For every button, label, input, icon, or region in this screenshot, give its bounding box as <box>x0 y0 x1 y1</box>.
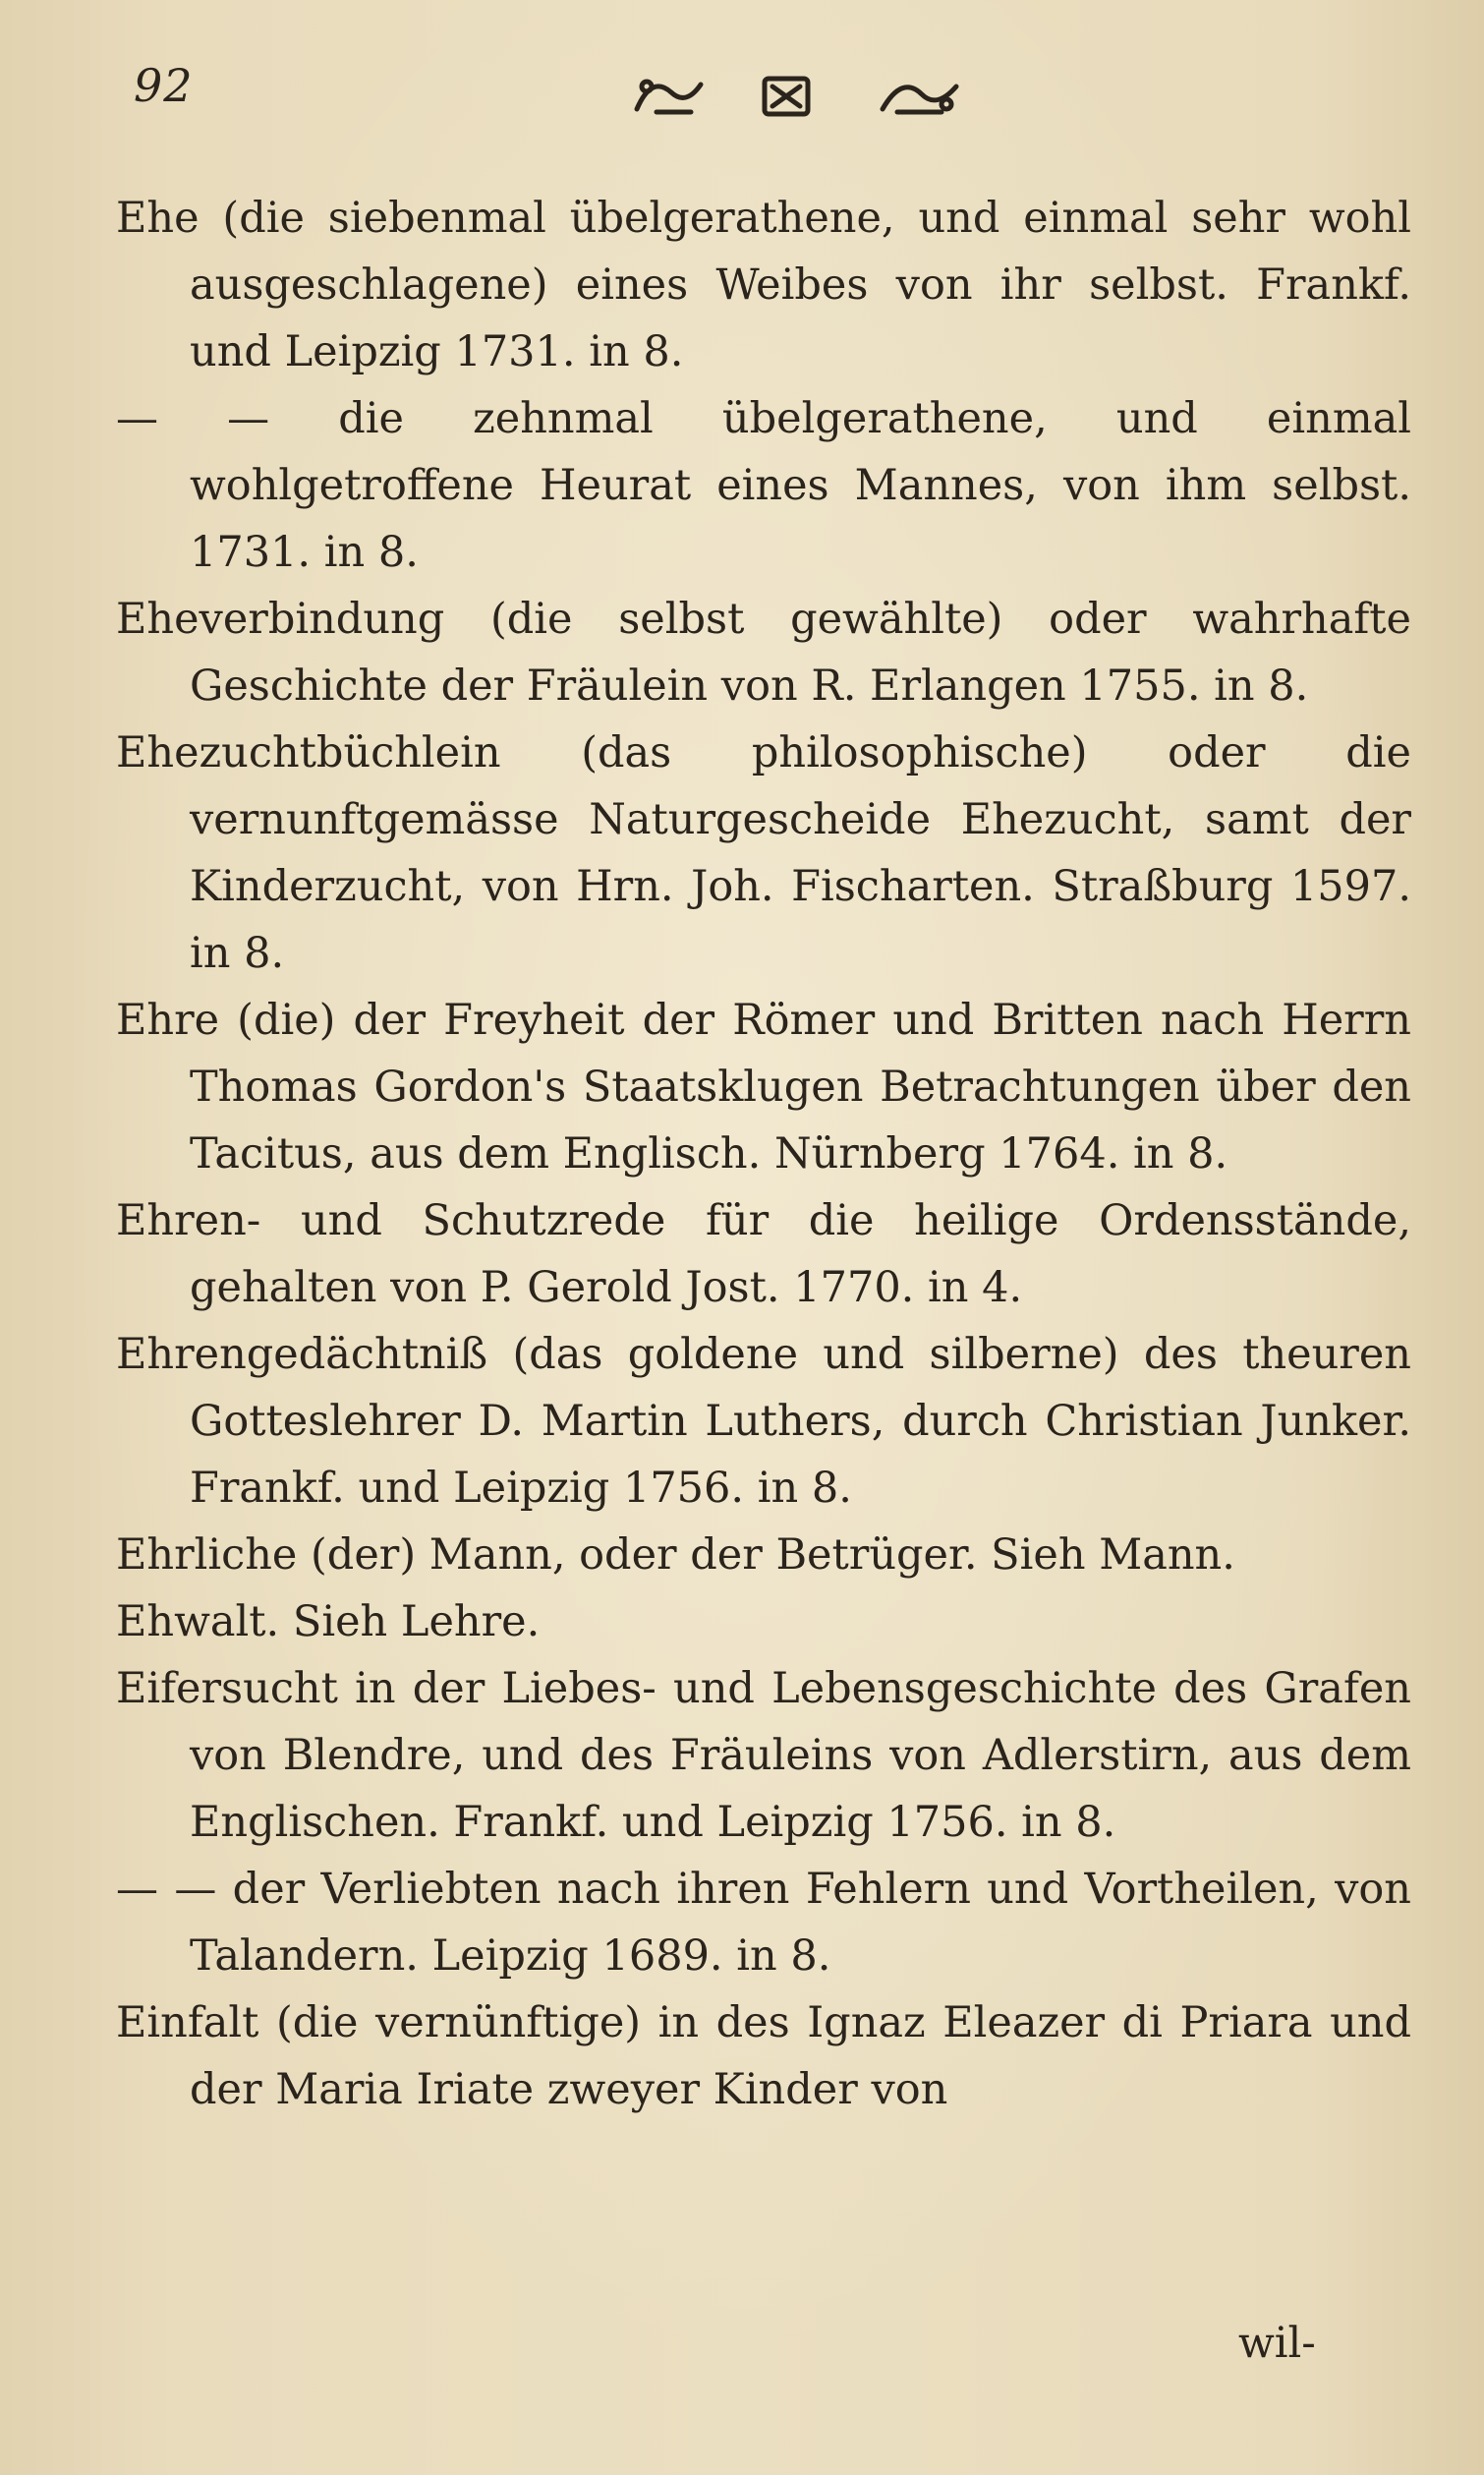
bibliography-entry: Ehe (die siebenmal übelgerathene, und einmal sehr wohl ausgeschlagene) eines Weibes von ihr selbst. Frankf. und Leipzig 1731. in 8. <box>116 194 1411 376</box>
bibliography-entry: — — die zehnmal übelgerathene, und einmal wohlgetroffene Heurat eines Mannes, von ihm selbst. 1731. in 8. <box>116 394 1411 577</box>
bibliography-entry: Ehrengedächtniß (das goldene und silberne) des theuren Gotteslehrer D. Martin Luthers, durch Christian Junker. Frankf. und Leipzig 1756. in 8. <box>116 1330 1411 1513</box>
bibliography-entry: Ehren- und Schutzrede für die heilige Ordensstände, gehalten von P. Gerold Jost. 1770. in 4. <box>116 1196 1411 1312</box>
printers-ornament-icon <box>617 65 971 124</box>
catchword: wil- <box>1238 2319 1316 2368</box>
bibliography-entry: Ehwalt. Sieh Lehre. <box>116 1597 541 1646</box>
bibliography-entry: Ehrliche (der) Mann, oder der Betrüger. Sieh Mann. <box>116 1530 1235 1580</box>
page-number: 92 <box>134 59 194 112</box>
bibliography-entry: Ehezuchtbüchlein (das philosophische) oder die vernunftgemässe Naturgescheide Ehezucht, samt der Kinderzucht, von Hrn. Joh. Fischarten. Straßburg 1597. in 8. <box>116 728 1411 978</box>
bibliography-entry: Ehre (die) der Freyheit der Römer und Britten nach Herrn Thomas Gordon's Staatsklugen Betrachtungen über den Tacitus, aus dem Englisch. Nürnberg 1764. in 8. <box>116 996 1411 1179</box>
bibliography-entry: — — der Verliebten nach ihren Fehlern und Vortheilen, von Talandern. Leipzig 1689. in 8. <box>116 1865 1411 1981</box>
page-header <box>116 47 1394 136</box>
entries-list <box>116 185 1411 2123</box>
bibliography-entry: Einfalt (die vernünftige) in des Ignaz Eleazer di Priara und der Maria Iriate zweyer Kinder von <box>116 1998 1411 2114</box>
bibliography-entry: Eifersucht in der Liebes- und Lebensgeschichte des Grafen von Blendre, und des Fräuleins von Adlerstirn, aus dem Englischen. Frankf. und Leipzig 1756. in 8. <box>116 1664 1411 1847</box>
bibliography-entry: Eheverbindung (die selbst gewählte) oder wahrhafte Geschichte der Fräulein von R. Erlangen 1755. in 8. <box>116 595 1411 711</box>
